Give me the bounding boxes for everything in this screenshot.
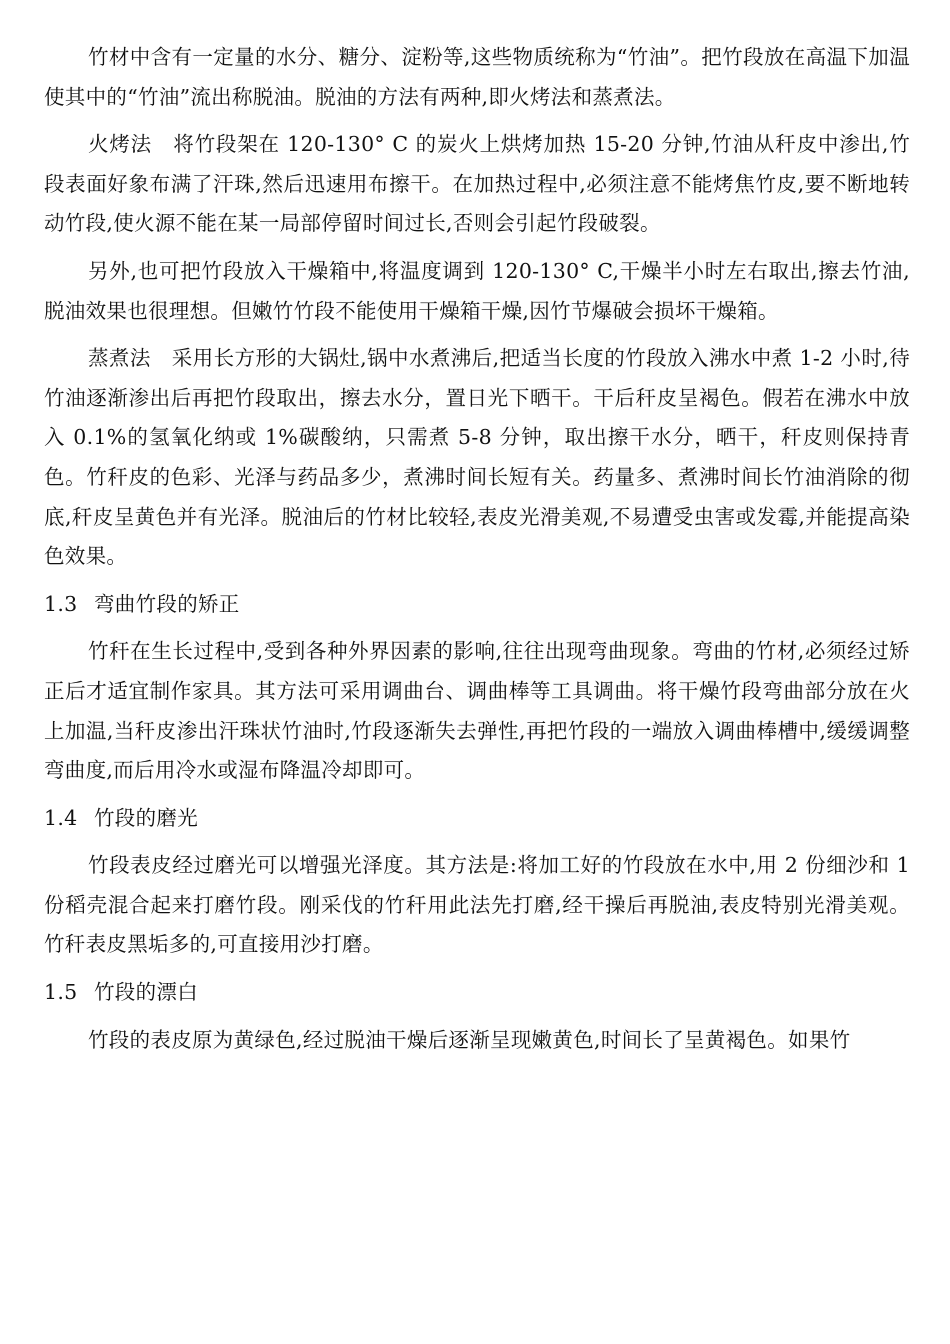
paragraph-drying-box: 另外,也可把竹段放入干燥箱中,将温度调到 120-130° C,干燥半小时左右取出,擦去竹油,脱油效果也很理想。但嫩竹竹段不能使用干燥箱干燥,因竹节爆破会损坏干燥箱。	[44, 258, 910, 323]
paragraph-boiling-method: 蒸煮法 采用长方形的大锅灶,锅中水煮沸后,把适当长度的竹段放入沸水中煮 1-2 小时,待竹油逐渐渗出后再把竹段取出，擦去水分，置日光下晒干。干后秆皮呈褐色。假若在沸水中放入 0.1%的氢氧化纳或 1%碳酸纳，只需煮 5-8 分钟，取出擦干水分，晒干，秆皮则保持青色。竹秆皮的色彩、光泽与药品多少，煮沸时间长短有关。药量多、煮沸时间长竹油消除的彻底,秆皮呈黄色并有光泽。脱油后的竹材比较轻,表皮光滑美观,不易遭受虫害或发霉,并能提高染色效果。	[44, 346, 910, 569]
section-number: 1.3	[44, 591, 78, 616]
section-title: 竹段的漂白	[94, 980, 198, 1005]
section-heading-1-3	[44, 585, 910, 625]
section-title: 竹段的磨光	[94, 805, 198, 830]
paragraph-polishing: 竹段表皮经过磨光可以增强光泽度。其方法是:将加工好的竹段放在水中,用 2 份细沙和 1 份稻壳混合起来打磨竹段。刚采伐的竹秆用此法先打磨,经干操后再脱油,表皮特别光滑美观。竹秆表皮黑垢多的,可直接用沙打磨。	[44, 853, 910, 957]
paragraph-oil-removal-intro: 竹材中含有一定量的水分、糖分、淀粉等,这些物质统称为“竹油”。把竹段放在高温下加温使其中的“竹油”流出称脱油。脱油的方法有两种,即火烤法和蒸煮法。	[44, 45, 910, 109]
section-heading-1-5	[44, 973, 910, 1013]
paragraph-bleaching: 竹段的表皮原为黄绿色,经过脱油干燥后逐渐呈现嫩黄色,时间长了呈黄褐色。如果竹	[88, 1027, 851, 1052]
section-title: 弯曲竹段的矫正	[94, 591, 240, 616]
section-number: 1.4	[44, 805, 78, 830]
section-heading-1-4	[44, 799, 910, 839]
section-number: 1.5	[44, 980, 78, 1005]
paragraph-fire-roasting-method: 火烤法 将竹段架在 120-130° C 的炭火上烘烤加热 15-20 分钟,竹油从秆皮中渗出,竹段表面好象布满了汗珠,然后迅速用布擦干。在加热过程中,必须注意不能烤焦竹皮,要不断地转动竹段,使火源不能在某一局部停留时间过长,否则会引起竹段破裂。	[44, 132, 910, 236]
paragraph-straightening: 竹秆在生长过程中,受到各种外界因素的影响,往往出现弯曲现象。弯曲的竹材,必须经过矫正后才适宜制作家具。其方法可采用调曲台、调曲棒等工具调曲。将干燥竹段弯曲部分放在火上加温,当秆皮渗出汗珠状竹油时,竹段逐渐失去弹性,再把竹段的一端放入调曲棒槽中,缓缓调整弯曲度,而后用冷水或湿布降温冷却即可。	[44, 639, 910, 783]
document-page	[44, 38, 910, 1060]
